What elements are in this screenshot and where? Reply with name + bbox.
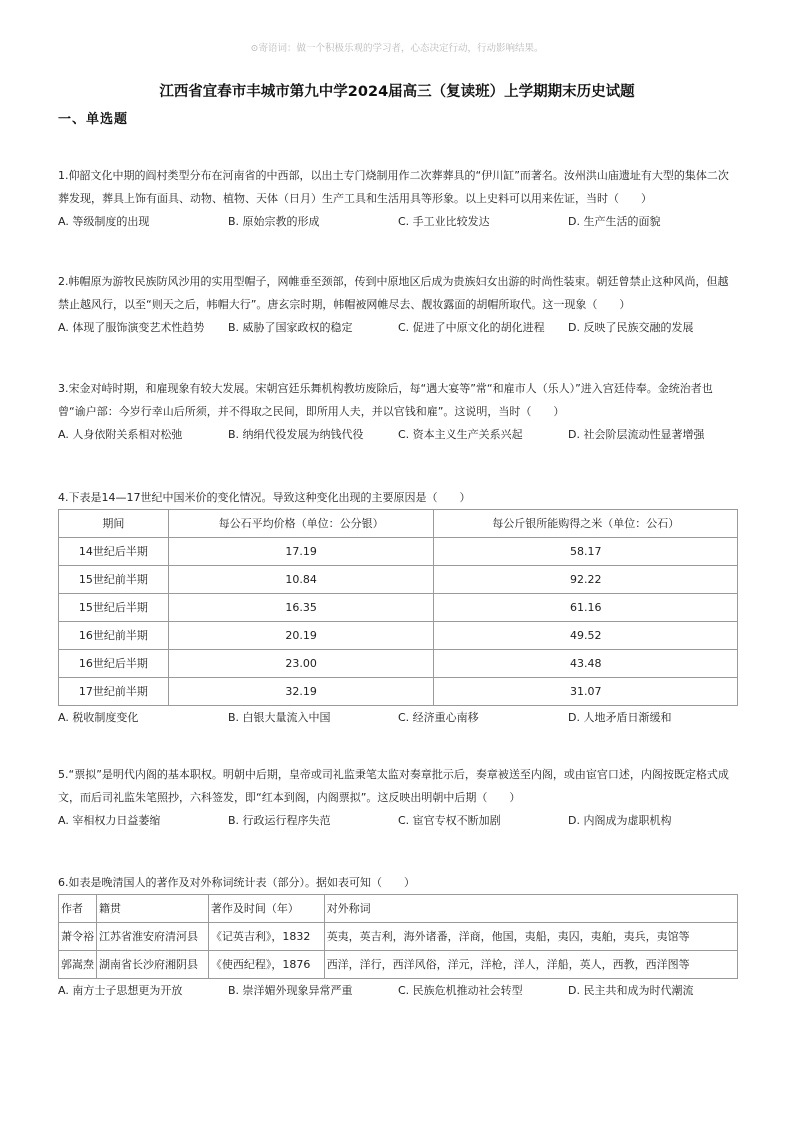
question-stem: 3.宋金对峙时期，和雇现象有较大发展。宋朝宫廷乐舞机构教坊废除后，每“遇大宴等”常“和雇市人（乐人）”进入宫廷侍奉。金统治者也曾“谕户部：今岁行幸山后所须，并不得取之民间，即所用人夫，并以官钱和雇”。这说明，当时（ ）: [58, 382, 713, 418]
table-cell: 32.19: [168, 678, 434, 706]
option-a[interactable]: A. 人身依附关系相对松弛: [58, 428, 183, 441]
foreign-terms-table: [58, 894, 738, 979]
option-a[interactable]: A. 南方士子思想更为开放: [58, 984, 183, 997]
question-stem: 1.仰韶文化中期的阎村类型分布在河南省的中西部，以出土专门烧制用作二次葬葬具的“伊川缸”而著名。汝州洪山庙遗址有大型的集体二次葬发现，葬具上饰有面具、动物、植物、天体（日月）生产工具和生活用具等形象。以上史料可以用来佐证，当时（ ）: [58, 169, 729, 205]
table-header-cell: 对外称词: [324, 895, 737, 923]
table-cell: 17世纪前半期: [59, 678, 169, 706]
option-d[interactable]: D. 内阁成为虚职机构: [568, 814, 672, 827]
table-cell: 10.84: [168, 566, 434, 594]
table-cell: 92.22: [434, 566, 738, 594]
table-row: [59, 566, 738, 594]
option-d[interactable]: D. 人地矛盾日渐缓和: [568, 711, 672, 724]
question-2: [58, 270, 738, 339]
option-c[interactable]: C. 经济重心南移: [398, 711, 479, 724]
table-cell: 17.19: [168, 538, 434, 566]
option-d[interactable]: D. 生产生活的面貌: [568, 215, 661, 228]
question-5: [58, 763, 738, 832]
table-cell: 16世纪后半期: [59, 650, 169, 678]
table-cell: 16.35: [168, 594, 434, 622]
table-cell: 16世纪前半期: [59, 622, 169, 650]
option-b[interactable]: B. 白银大量流入中国: [228, 711, 331, 724]
table-header-cell: 期间: [59, 510, 169, 538]
option-list: [58, 423, 738, 446]
table-cell: 20.19: [168, 622, 434, 650]
question-stem: 5.“票拟”是明代内阁的基本职权。明朝中后期，皇帝或司礼监秉笔太监对奏章批示后，奏章被送至内阁，或由宦官口述，内阁按既定格式成文，而后司礼监朱笔照抄，六科签发，即“红本到阁，内阁票拟”。这反映出明朝中后期（ ）: [58, 768, 729, 804]
table-header-cell: 每公斤银所能购得之米（单位：公石）: [434, 510, 738, 538]
question-1: [58, 164, 738, 233]
table-cell: 江苏省淮安府清河县: [97, 923, 209, 951]
table-cell: 61.16: [434, 594, 738, 622]
motto-header: ⊙寄语词：做一个积极乐观的学习者，心态决定行动，行动影响结果。: [250, 43, 544, 54]
table-cell: 31.07: [434, 678, 738, 706]
table-header-row: [59, 895, 738, 923]
option-b[interactable]: B. 原始宗教的形成: [228, 215, 320, 228]
option-b[interactable]: B. 纳绢代役发展为纳钱代役: [228, 428, 364, 441]
option-list: [58, 706, 738, 729]
option-d[interactable]: D. 民主共和成为时代潮流: [568, 984, 694, 997]
table-cell: 《使西纪程》，1876: [208, 951, 324, 979]
table-header-cell: 著作及时间（年）: [208, 895, 324, 923]
table-cell: 23.00: [168, 650, 434, 678]
table-cell: 43.48: [434, 650, 738, 678]
option-c[interactable]: C. 资本主义生产关系兴起: [398, 428, 523, 441]
option-list: [58, 210, 738, 233]
table-cell: 英夷，英吉利，海外诸番，洋商，他国，夷船，夷囚，夷舶，夷兵，夷馆等: [324, 923, 737, 951]
option-list: [58, 316, 738, 339]
option-c[interactable]: C. 促进了中原文化的胡化进程: [398, 321, 545, 334]
question-4: [58, 486, 738, 729]
section-heading: 一、单选题: [58, 112, 129, 127]
table-cell: 49.52: [434, 622, 738, 650]
question-6: [58, 871, 738, 1002]
table-row: [59, 650, 738, 678]
table-cell: 郭嵩焘: [59, 951, 97, 979]
table-row: [59, 622, 738, 650]
option-b[interactable]: B. 行政运行程序失范: [228, 814, 331, 827]
table-row: [59, 538, 738, 566]
option-a[interactable]: A. 等级制度的出现: [58, 215, 150, 228]
option-d[interactable]: D. 反映了民族交融的发展: [568, 321, 694, 334]
table-row: [59, 951, 738, 979]
table-header-cell: 作者: [59, 895, 97, 923]
table-cell: 15世纪后半期: [59, 594, 169, 622]
table-cell: 58.17: [434, 538, 738, 566]
option-a[interactable]: A. 宰相权力日益萎缩: [58, 814, 161, 827]
option-a[interactable]: A. 税收制度变化: [58, 711, 139, 724]
question-3: [58, 377, 738, 446]
table-cell: 14世纪后半期: [59, 538, 169, 566]
table-header-cell: 籍贯: [97, 895, 209, 923]
option-c[interactable]: C. 宦官专权不断加剧: [398, 814, 501, 827]
table-cell: 西洋，洋行，西洋风俗，洋元，洋枪，洋人，洋船，英人，西教，西洋图等: [324, 951, 737, 979]
table-row: [59, 594, 738, 622]
option-d[interactable]: D. 社会阶层流动性显著增强: [568, 428, 705, 441]
table-row: [59, 678, 738, 706]
option-list: [58, 979, 738, 1002]
question-stem: 6.如表是晚清国人的著作及对外称词统计表（部分）。据如表可知（ ）: [58, 876, 415, 889]
option-b[interactable]: B. 威胁了国家政权的稳定: [228, 321, 353, 334]
table-cell: 《记英吉利》，1832: [208, 923, 324, 951]
option-c[interactable]: C. 民族危机推动社会转型: [398, 984, 523, 997]
question-stem: 2.帏帽原为游牧民族防风沙用的实用型帽子，网帷垂至颈部，传到中原地区后成为贵族妇女出游的时尚性装束。朝廷曾禁止这种风尚，但越禁止越风行，以至“则天之后，帏帽大行”。唐玄宗时期，帏帽被网帷尽去、靓妆露面的胡帽所取代。这一现象（ ）: [58, 275, 729, 311]
table-row: [59, 923, 738, 951]
option-list: [58, 809, 738, 832]
table-cell: 萧令裕: [59, 923, 97, 951]
table-header-row: [59, 510, 738, 538]
table-cell: 湖南省长沙府湘阴县: [97, 951, 209, 979]
question-stem: 4.下表是14—17世纪中国米价的变化情况。导致这种变化出现的主要原因是（ ）: [58, 491, 471, 504]
table-cell: 15世纪前半期: [59, 566, 169, 594]
option-a[interactable]: A. 体现了服饰演变艺术性趋势: [58, 321, 205, 334]
option-c[interactable]: C. 手工业比较发达: [398, 215, 490, 228]
option-b[interactable]: B. 崇洋媚外现象异常严重: [228, 984, 353, 997]
rice-price-table: [58, 509, 738, 706]
table-header-cell: 每公石平均价格（单位：公分银）: [168, 510, 434, 538]
page-title: 江西省宜春市丰城市第九中学2024届高三（复读班）上学期期末历史试题: [159, 84, 635, 100]
